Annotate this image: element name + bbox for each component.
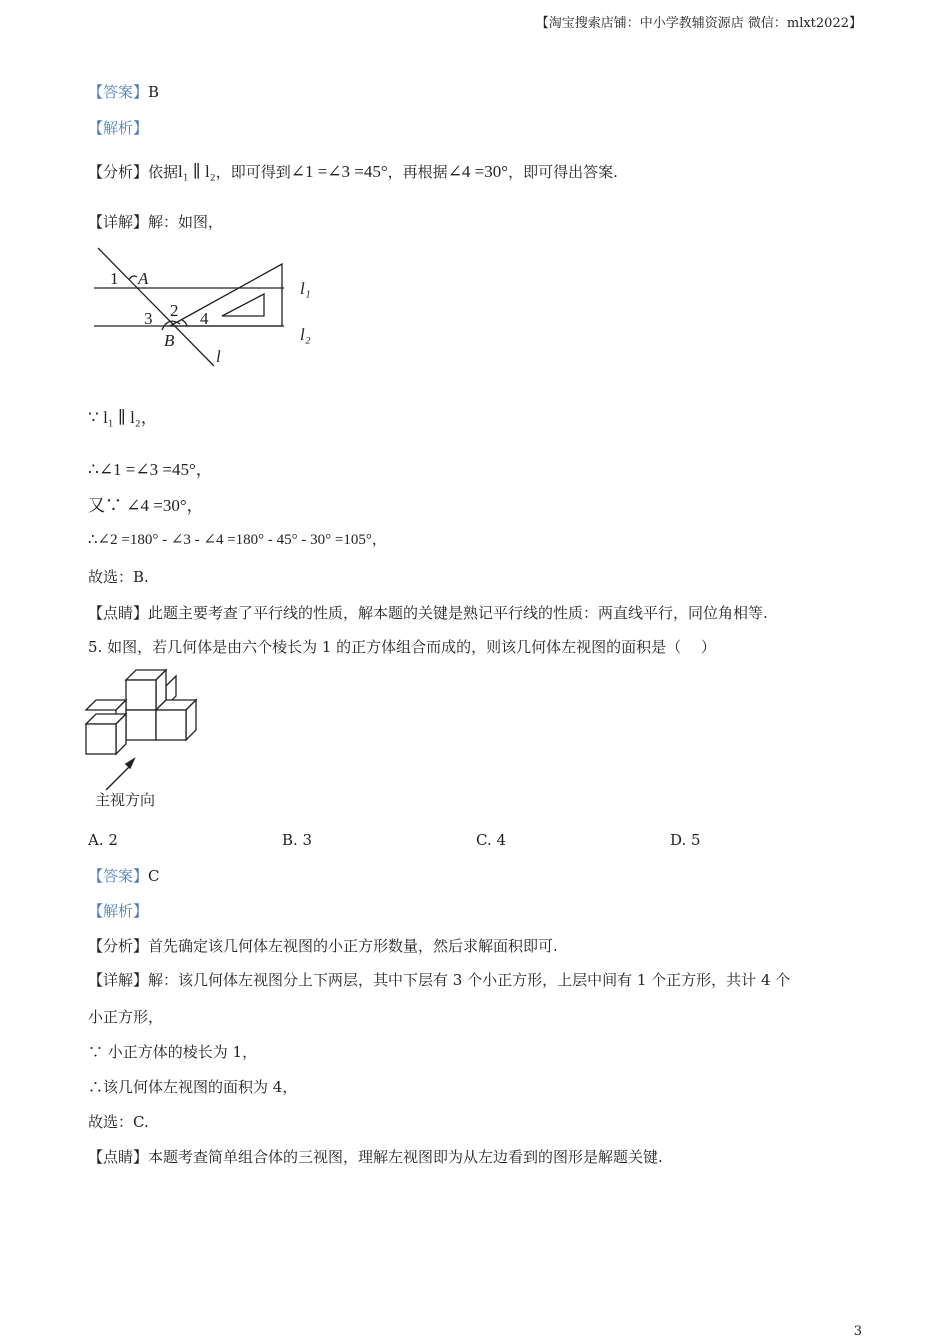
angle-arc-4 bbox=[182, 320, 187, 326]
option-a: A. 2 bbox=[88, 831, 118, 849]
option-b: B. 3 bbox=[282, 831, 313, 849]
q4-analysis-tag: 【解析】 bbox=[88, 119, 149, 137]
cube-solid-figure bbox=[84, 664, 214, 814]
front-cube-right bbox=[156, 710, 186, 740]
fenxi-text: 首先确定该几何体左视图的小正方形数量，然后求解面积即可. bbox=[148, 937, 558, 955]
label-l1: l₁ bbox=[300, 279, 311, 298]
answer-tag: 【答案】 bbox=[88, 867, 149, 885]
angle-arc-1 bbox=[129, 276, 137, 280]
q4-step-4: ∴∠2 =180° - ∠3 - ∠4 =180° - 45° - 30° =105°， bbox=[88, 532, 387, 548]
front-cube-left bbox=[86, 724, 116, 754]
page-number: 3 bbox=[853, 1324, 862, 1339]
q5-choose: 故选：C. bbox=[88, 1113, 149, 1131]
front-cube-middle bbox=[126, 710, 156, 740]
triangle-ruler bbox=[170, 264, 282, 326]
detail-text: 解：如图， bbox=[148, 213, 224, 231]
label-l: l bbox=[216, 347, 221, 366]
q4-step-1: ∵ l₁ ∥ l₂， bbox=[88, 408, 158, 427]
answer-value: C bbox=[148, 867, 160, 885]
label-A: A bbox=[138, 269, 149, 288]
q4-fenxi-line bbox=[88, 162, 618, 182]
q5-detail-line-2: 小正方形， bbox=[88, 1008, 164, 1026]
line-l bbox=[98, 248, 214, 366]
page-header: 【淘宝搜索店铺：中小学教辅资源店 微信：mlxt2022】 bbox=[535, 16, 862, 31]
comment-text: 此题主要考查了平行线的性质，解本题的关键是熟记平行线的性质：两直线平行，同位角相等. bbox=[148, 604, 768, 622]
triangle-inner bbox=[222, 294, 264, 316]
q5-fenxi-line bbox=[88, 936, 558, 956]
fenxi-text: ，即可得出答案. bbox=[508, 163, 618, 181]
comment-tag: 【点睛】 bbox=[88, 604, 149, 622]
option-c: C. 4 bbox=[476, 831, 507, 849]
fenxi-text: 依据 bbox=[148, 163, 179, 181]
detail-text: 解：该几何体左视图分上下两层，其中下层有 3 个小正方形，上层中间有 1 个正方形，共计 4 个 bbox=[148, 971, 791, 989]
fenxi-math-angles: ∠1 =∠3 =45° bbox=[290, 162, 388, 181]
fenxi-tag: 【分析】 bbox=[88, 937, 149, 955]
parallel-lines-figure bbox=[88, 244, 328, 370]
label-B: B bbox=[164, 331, 175, 350]
label-l2: l₂ bbox=[300, 325, 311, 344]
answer-tag: 【答案】 bbox=[88, 83, 149, 101]
fenxi-tag: 【分析】 bbox=[88, 163, 149, 181]
comment-tag: 【点睛】 bbox=[88, 1148, 149, 1166]
q5-comment-line bbox=[88, 1147, 663, 1167]
view-direction-label: 主视方向 bbox=[95, 791, 156, 809]
comment-text: 本题考查简单组合体的三视图，理解左视图即为从左边看到的图形是解题关键. bbox=[148, 1148, 663, 1166]
q5-analysis-tag: 【解析】 bbox=[88, 902, 149, 920]
label-2: 2 bbox=[170, 301, 179, 320]
arrow-head-icon bbox=[126, 759, 134, 768]
detail-tag: 【详解】 bbox=[88, 971, 149, 989]
q5-detail-line bbox=[88, 970, 790, 990]
label-3: 3 bbox=[144, 309, 153, 328]
q4-answer-line bbox=[88, 82, 159, 102]
q4-choose: 故选：B. bbox=[88, 568, 149, 586]
detail-tag: 【详解】 bbox=[88, 213, 149, 231]
label-4: 4 bbox=[200, 309, 209, 328]
fenxi-math-angle4: ∠4 =30° bbox=[447, 162, 509, 181]
q4-comment-line bbox=[88, 603, 768, 623]
q4-detail-line bbox=[88, 212, 223, 232]
fenxi-text: ，即可得到 bbox=[215, 163, 291, 181]
q4-step-3: 又∵ ∠4 =30°， bbox=[88, 496, 204, 515]
top-cube bbox=[126, 680, 156, 710]
q5-step-2: ∴该几何体左视图的面积为 4， bbox=[88, 1078, 298, 1096]
view-arrow bbox=[106, 764, 132, 790]
fenxi-math-parallel: l₁ ∥ l₂ bbox=[178, 162, 216, 181]
q5-answer-line bbox=[88, 866, 160, 886]
option-d: D. 5 bbox=[670, 831, 701, 849]
q5-step-1: ∵ 小正方体的棱长为 1， bbox=[88, 1043, 258, 1061]
label-1: 1 bbox=[110, 269, 119, 288]
answer-value: B bbox=[148, 83, 160, 101]
q4-step-2: ∴∠1 =∠3 =45°， bbox=[88, 460, 213, 479]
q5-question: 5. 如图，若几何体是由六个棱长为 1 的正方体组合而成的，则该几何体左视图的面积是（ ） bbox=[88, 638, 716, 656]
fenxi-text: ，再根据 bbox=[387, 163, 448, 181]
